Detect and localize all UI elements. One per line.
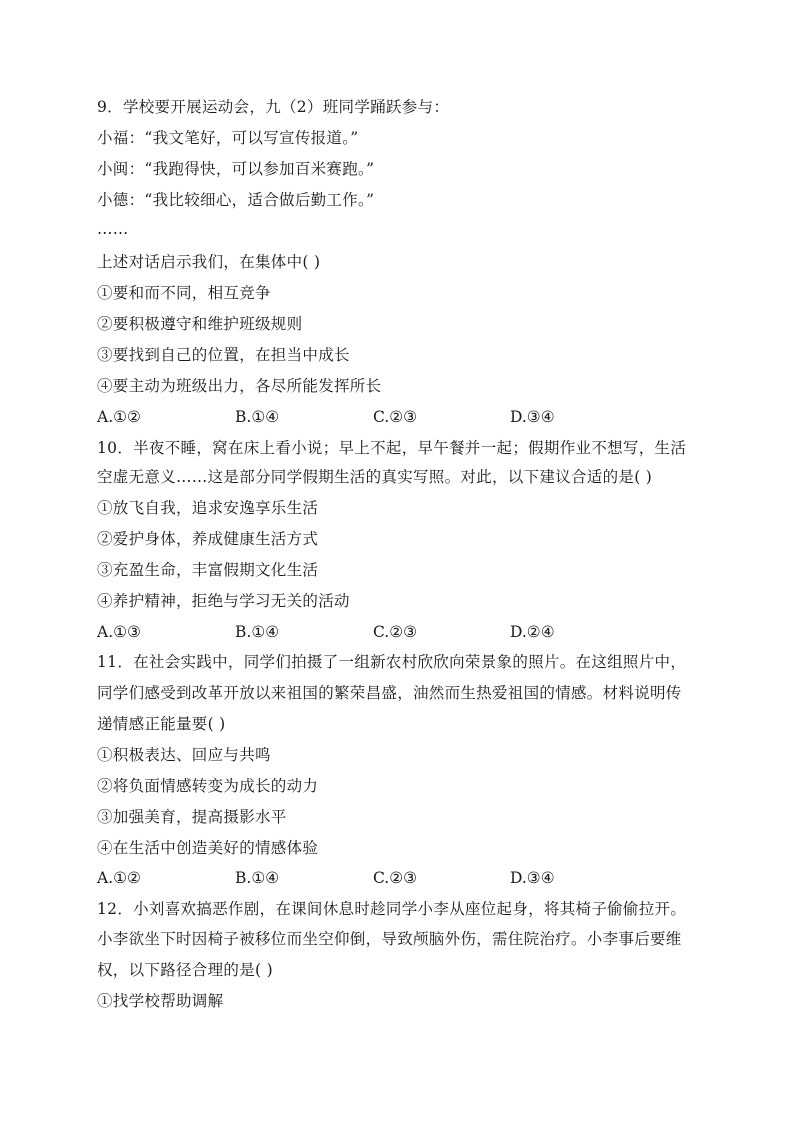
question-stem: 同学们感受到改革开放以来祖国的繁荣昌盛，油然而生热爱祖国的情感。材料说明传 [97, 684, 682, 702]
question-stem: 9．学校要开展运动会，九（2）班同学踊跃参与： [97, 98, 450, 116]
option-a[interactable]: A.①③ [97, 623, 141, 641]
option-b[interactable]: B.①④ [235, 408, 280, 426]
question-stem: 小李欲坐下时因椅子被移位而坐空仰倒，导致颅脑外伤，需住院治疗。小李事后要维 [97, 930, 682, 948]
statement-item: ③加强美育，提高摄影水平 [97, 808, 287, 826]
question-stem: 权，以下路径合理的是( ) [97, 961, 273, 979]
option-c[interactable]: C.②③ [373, 408, 418, 426]
question-stem: 空虚无意义……这是部分同学假期生活的真实写照。对此，以下建议合适的是( ) [97, 468, 653, 486]
option-c[interactable]: C.②③ [373, 623, 418, 641]
dialogue-line: 小德：“我比较细心，适合做后勤工作。” [97, 191, 375, 209]
statement-item: ①放飞自我，追求安逸享乐生活 [97, 499, 319, 517]
statement-item: ①找学校帮助调解 [97, 992, 224, 1010]
statement-item: ③充盈生命，丰富假期文化生活 [97, 561, 319, 579]
option-a[interactable]: A.①② [97, 408, 141, 426]
statement-item: ④养护精神，拒绝与学习无关的活动 [97, 592, 350, 610]
option-d[interactable]: D.②④ [510, 623, 555, 641]
dialogue-line: 小福：“我文笔好，可以写宣传报道。” [97, 129, 359, 147]
ellipsis-line: …… [97, 220, 129, 238]
option-d[interactable]: D.③④ [510, 408, 555, 426]
statement-item: ①要和而不同，相互竞争 [97, 284, 271, 302]
statement-item: ④要主动为班级出力，各尽所能发挥所长 [97, 377, 382, 395]
question-stem: 10．半夜不睡，窝在床上看小说；早上不起，早午餐并一起；假期作业不想写，生活 [97, 439, 687, 457]
statement-item: ④在生活中创造美好的情感体验 [97, 839, 319, 857]
statement-item: ②要积极遵守和维护班级规则 [97, 315, 303, 333]
statement-item: ①积极表达、回应与共鸣 [97, 746, 271, 764]
dialogue-line: 小闽：“我跑得快，可以参加百米赛跑。” [97, 160, 375, 178]
question-stem: 11．在社会实践中，同学们拍摄了一组新农村欣欣向荣景象的照片。在这组照片中， [97, 653, 687, 671]
statement-item: ②将负面情感转变为成长的动力 [97, 777, 319, 795]
statement-item: ②爱护身体，养成健康生活方式 [97, 530, 319, 548]
option-d[interactable]: D.③④ [510, 869, 555, 887]
question-stem: 12．小刘喜欢搞恶作剧，在课间休息时趁同学小李从座位起身，将其椅子偷偷拉开。 [97, 900, 687, 918]
question-stem: 递情感正能量要( ) [97, 715, 226, 733]
option-c[interactable]: C.②③ [373, 869, 418, 887]
option-b[interactable]: B.①④ [235, 869, 280, 887]
option-b[interactable]: B.①④ [235, 623, 280, 641]
statement-item: ③要找到自己的位置，在担当中成长 [97, 346, 350, 364]
question-prompt: 上述对话启示我们，在集体中( ) [97, 253, 321, 271]
option-a[interactable]: A.①② [97, 869, 141, 887]
